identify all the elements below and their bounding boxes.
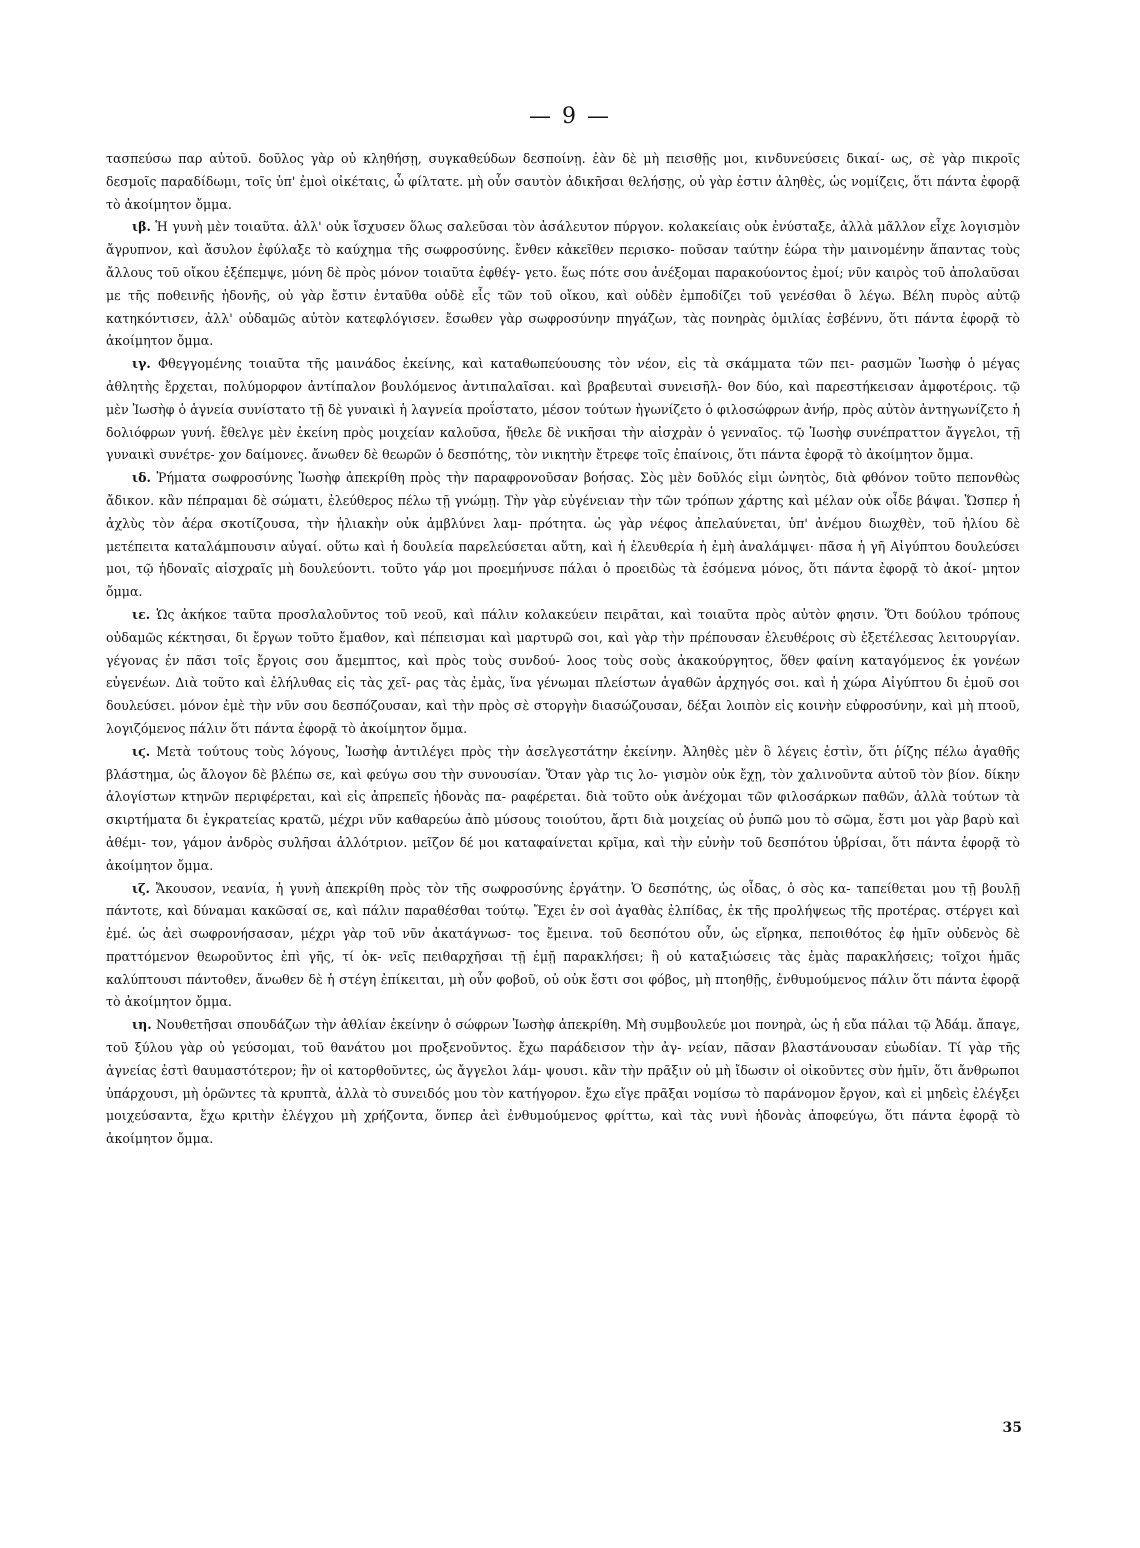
paragraph-number: ιε. [132,606,151,622]
paragraph-text: τασπεύσω παρ αὐτοῦ. δοῦλος γὰρ οὐ κληθήσῃ, συγκαθεύδων δεσποίνῃ. ἐὰν δὲ μὴ πεισθῇς μοι, κινδυνεύσεις δικαί- ως, σὲ γὰρ πικροῖς δεσμοῖς παραδίδωμι, τοῖς ὑπ' ἐμοὶ οἰκέταις, ὦ φίλτατε. μὴ οὖν σαυτὸν ἀδικῆσαι θελήσῃς, οὐ γὰρ ἐστιν ἀληθὲς, ὡς νομίζεις, ὅτι πάντα ἐφορᾷ τὸ ἀκοίμητον ὄμμα. [106,151,1020,212]
paragraph-12 [106,216,1020,353]
paragraph-text: Νουθετῆσαι σπουδάζων τὴν ἀθλίαν ἐκείνην ὁ σώφρων Ἰωσὴφ ἀπεκρίθη. Μὴ συμβουλεύε μοι πονηρὰ, ὡς ἡ εὔα πάλαι τῷ Ἀδάμ. ἄπαγε, τοῦ ξύλου γὰρ οὐ γεύσομαι, τοῦ θανάτου μοι προξενοῦντος. ἔχω παράδεισον τὴν ἀγ- νείαν, πᾶσαν βλαστάνουσαν εὐωδίαν. Τί γὰρ τῆς ἁγνείας ἐστὶ θαυμαστότερον; ἣν οἱ κατορθοῦντες, ὡς ἄγγελοι λάμ- ψουσι. κἂν τὴν πρᾶξιν οὐ μὴ ἴδωσιν οἱ οἰκοῦντες σὺν ἡμῖν, ὅτι ἄνθρωποι ὑπάρχουσι, μὴ ὁρῶντες τὰ κρυπτὰ, ἀλλὰ τὸ συνειδός μου τὸν κατήγορον. ἔχω εἴγε πρᾶξαι νομίσω τὸ παράνομον ἔργον, καὶ εἰ μηδεὶς ἐλέγξει μοιχεύσαντα, ἔχω κριτὴν ἐλέγχου μὴ χρήζοντα, ὅνπερ ἀεὶ ἐνθυμούμενος φρίττω, καὶ τὰς νυνὶ ἡδονὰς ἀποφεύγω, ὅτι πάντα ἐφορᾷ τὸ ἀκοίμητον ὄμμα. [106,1017,1020,1147]
paragraph-number: ιζ. [132,880,150,896]
paragraph-text: Ἄκουσον, νεανία, ἡ γυνὴ ἀπεκρίθη πρὸς τὸν τῆς σωφροσύνης ἐργάτην. Ὁ δεσπότης, ὡς οἶδας, ὁ σὸς κα- ταπείθεται μου τῇ βουλῇ πάντοτε, καὶ δύναμαι κακῶσαί σε, καὶ πάλιν παραθέσθαι τούτῳ. Ἔχει ἐν σοὶ ἀγαθὰς ἐλπίδας, ἐκ τῆς προλήψεως τῆς προτέρας. στέργει καὶ ἐμέ. ὡς ἀεὶ σωφρονήσασαν, μέχρι γὰρ τοῦ νῦν ἀκατάγνωσ- τος ἔμεινα. τοῦ δεσπότου οὖν, ὡς εἴρηκα, πεποιθότος ἐφ ἡμῖν οὐδενὸς δὲ πραττόμενον θεωροῦντος ἐπὶ γῆς, τί ὀκ- νεῖς πειθαρχῆσαι τῇ ἐμῇ παρακλήσει; ἢ οὐ καταξιώσεις τὰς ἐμὰς παρακλήσεις; τοῖχοι ἡμᾶς καλύπτουσι πάντοθεν, ἄνωθεν δὲ ἡ στέγη ἐπίκειται, μὴ οὖν φοβοῦ, οὐ οὐκ ἔστι σοι φόβος, μὴ πτοηθῇς, ἐνθυμούμενος πάλιν ὅτι πάντα ἐφορᾷ τὸ ἀκοίμητον ὄμμα. [106,880,1020,1010]
paragraph-text: Ῥήματα σωφροσύνης Ἰωσὴφ ἀπεκρίθη πρὸς τὴν παραφρονοῦσαν βοήσας. Σὸς μὲν δοῦλός εἰμι ὠνητὸς, διὰ φθόνον τοῦτο πεπονθὼς ἄδικον. κἂν πέπραμαι δὲ σώματι, ἐλεύθερος πέλω τῇ γνώμῃ. Τὴν γὰρ εὐγένειαν τὴν τῶν τρόπων χάρτης καὶ μέλαν οὐκ οἶδε βάψαι. Ὥσπερ ἡ ἀχλὺς τὸν ἀέρα σκοτίζουσα, τὴν ἡλιακὴν οὐκ ἀμβλύνει λαμ- πρότητα. ὡς γὰρ νέφος ἀπελαύνεται, ὑπ' ἀνέμου διωχθὲν, τοῦ ἡλίου δὲ μετέπειτα καταλάμπουσιν αὐγαί. οὕτω καὶ ἡ δουλεία παρελεύσεται αὕτη, καὶ ἡ ἐλευθερία ἡ ἐμὴ ἀναλάμψει· πᾶσα ἡ γῆ Αἰγύπτου δουλεύσει μοι, τῷ ἡδοναῖς αἰσχραῖς μὴ δουλεύοντι. τοῦτο γάρ μοι προεμήνυσε πάλαι ὁ προειδὼς τὰ ἐσόμενα μόνος, ὅτι πάντα ἐφορᾷ τὸ ἀκοί- μητον ὄμμα. [106,470,1020,600]
paragraph-18 [106,1014,1020,1151]
paragraph-number: ιβ. [132,219,151,235]
paragraph-continued [106,148,1020,216]
paragraph-number: ιϛ. [132,743,151,759]
page-number: — 9 — [529,104,611,129]
body-text [106,148,1020,1151]
paragraph-13 [106,353,1020,467]
paragraph-15 [106,604,1020,741]
paragraph-text: Μετὰ τούτους τοὺς λόγους, Ἰωσὴφ ἀντιλέγει πρὸς τὴν ἀσελγεστάτην ἐκείνην. Ἀληθὲς μὲν ὃ λέγεις ἐστὶν, ὅτι ῥίζης πέλω ἀγαθῆς βλάστημα, ὡς ἄλογον δὲ βλέπω σε, καὶ φεύγω σου τὴν συνουσίαν. Ὅταν γὰρ τις λο- γισμὸν οὐκ ἔχῃ, τὸν χαλινοῦντα αὐτοῦ τὸν βίον. δίκην ἀλογίστων κτηνῶν περιφέρεται, καὶ εἰς ἀπρεπεῖς ἡδονὰς πα- ραφέρεται. διὰ τοῦτο οὐκ ἀνέχομαι τῶν φιλοσάρκων παθῶν, ἀλλὰ τούτων τὰ σκιρτήματα δι ἐγκρατείας κρατῶ, μέχρι νῦν καθαρεύω ἀπὸ μύσους τοιούτου, ἄρτι διὰ μοιχείας οὐ ῥυπῶ μου τὸ σῶμα, ἔστι μοι γὰρ βαρὺ καὶ ἀθέμι- τον, γάμον ἀνδρὸς συλῆσαι ἀλλότριον. μεῖζον δέ μοι καταφαίνεται κρῖμα, καὶ τὴν εὐνὴν τοῦ δεσπότου ὑβρίσαι, ὅτι πάντα ἐφορᾷ τὸ ἀκοίμητον ὄμμα. [106,743,1020,873]
signature-mark: 35 [1002,1420,1022,1436]
paragraph-17 [106,878,1020,1015]
paragraph-text: Φθεγγομένης τοιαῦτα τῆς μαινάδος ἐκείνης, καὶ καταθωπεύουσης τὸν νέον, εἰς τὰ σκάμματα τῶν πει- ρασμῶν Ἰωσὴφ ὁ μέγας ἀθλητὴς ἔρχεται, πολύμορφον ἀντίπαλον βουλόμενος ἀντιπαλαῖσαι. καὶ βραβευταὶ συνεισῆλ- θον δύο, καὶ παρεστήκεισαν ἀμφοτέροις. τῷ μὲν Ἰωσὴφ ὁ ἁγνεία συνίστατο τῇ δὲ γυναικὶ ἡ λαγνεία προΐστατο, μέσον τούτων ἠγωνίζετο ὁ φιλοσώφρων ἀνήρ, πρὸς αὐτὸν ἀντηγωνίζετο ἡ δολιόφρων γυνή. ἔθελγε μὲν ἐκείνη πρὸς μοιχείαν καλοῦσα, ἤθελε δὲ νικῆσαι τὴν αἰσχρὰν ὁ γενναῖος. τῷ Ἰωσὴφ συνέπραττον ἄγγελοι, τῇ γυναικὶ συνέτρε- χον δαίμονες. ἄνωθεν δὲ θεωρῶν ὁ δεσπότης, τὸν νικητὴν ἔτρεφε τοῖς ἐπαίνοις, ὅτι πάντα ἐφορᾷ τὸ ἀκοίμητον ὄμμα. [106,356,1020,463]
paragraph-text: Ὡς ἀκήκοε ταῦτα προσλαλοῦντος τοῦ νεοῦ, καὶ πάλιν κολακεύειν πειρᾶται, καὶ τοιαῦτα πρὸς αὐτὸν φησιν. Ὅτι δούλου τρόπους οὐδαμῶς κέκτησαι, δι ἔργων τοῦτο ἔμαθον, καὶ πέπεισμαι καὶ μαρτυρῶ σοι, καὶ γὰρ τὴν πρέπουσαν ἐλευθέροις σὺ ἐξετέλεσας λειτουργίαν. γέγονας ἐν πᾶσι τοῖς ἔργοις σου ἄμεμπτος, καὶ πρὸς τοὺς συνδού- λοος τοὺς σοὺς ἀκακούργητος, ὅθεν φαίνη καταγόμενος ἐκ γονέων εὐγενέων. Διὰ τοῦτο καὶ ἐλήλυθας εἰς τὰς χεῖ- ρας τὰς ἐμὰς, ἵνα γένωμαι πλείστων ἀγαθῶν ἀρχηγός σοι. καὶ ἡ χώρα Αἰγύπτου δι ἐμοῦ σοι δουλεύσει. μόνον ἐμὲ τὴν νῦν σου δεσπόζουσαν, καὶ τὴν πρὸς σὲ στοργὴν διασώζουσαν, δέξαι λοιπὸν εἰς κοινὴν εὐφροσύνην, καὶ μὴ πτοοῦ, λογιζόμενος πάλιν ὅτι πάντα ἐφορᾷ τὸ ἀκοίμητον ὄμμα. [106,606,1020,736]
paragraph-number: ιη. [132,1017,152,1033]
paragraph-number: ιγ. [132,356,151,372]
paragraph-number: ιδ. [132,470,151,486]
paragraph-14 [106,467,1020,604]
paragraph-16 [106,741,1020,878]
paragraph-text: Ἡ γυνὴ μὲν τοιαῦτα. ἀλλ' οὐκ ἴσχυσεν ὅλως σαλεῦσαι τὸν ἀσάλευτον πύργον. κολακείαις οὐκ ἐνύσταξε, ἀλλὰ μᾶλλον εἶχε λογισμὸν ἄγρυπνον, καὶ ἄσυλον ἐφύλαξε τὸ καύχημα τῆς σωφροσύνης. ἔνθεν κἀκεῖθεν περισκο- ποῦσαν ταύτην ἑώρα τὴν μαινομένην ἅπαντας τοὺς ἄλλους τοῦ οἴκου ἐξέπεμψε, μόνη δὲ πρὸς μόνον τοιαῦτα ἐφθέγ- γετο. ἕως πότε σου ἀνέξομαι παρακούοντος ἐμοί; νῦν καιρὸς τοῦ ἀπολαῦσαι με τῆς ποθεινῆς ἡδονῆς, οὐ γὰρ ἔστιν ἐνταῦθα οὐδὲ εἷς τῶν τοῦ οἴκου, καὶ οὐδὲν ἐμποδίζει τοῦ γενέσθαι ὃ λέγω. Βέλη πυρὸς αὐτῷ κατηκόντισεν, ἀλλ' οὐδαμῶς αὐτὸν κατεφλόγισεν. ἔσωθεν γὰρ σωφροσύνην πηγάζων, τὰς πονηρὰς ὁμιλίας ἐσβέννυ, ὅτι πάντα ἐφορᾷ τὸ ἀκοίμητον ὄμμα. [106,219,1020,349]
